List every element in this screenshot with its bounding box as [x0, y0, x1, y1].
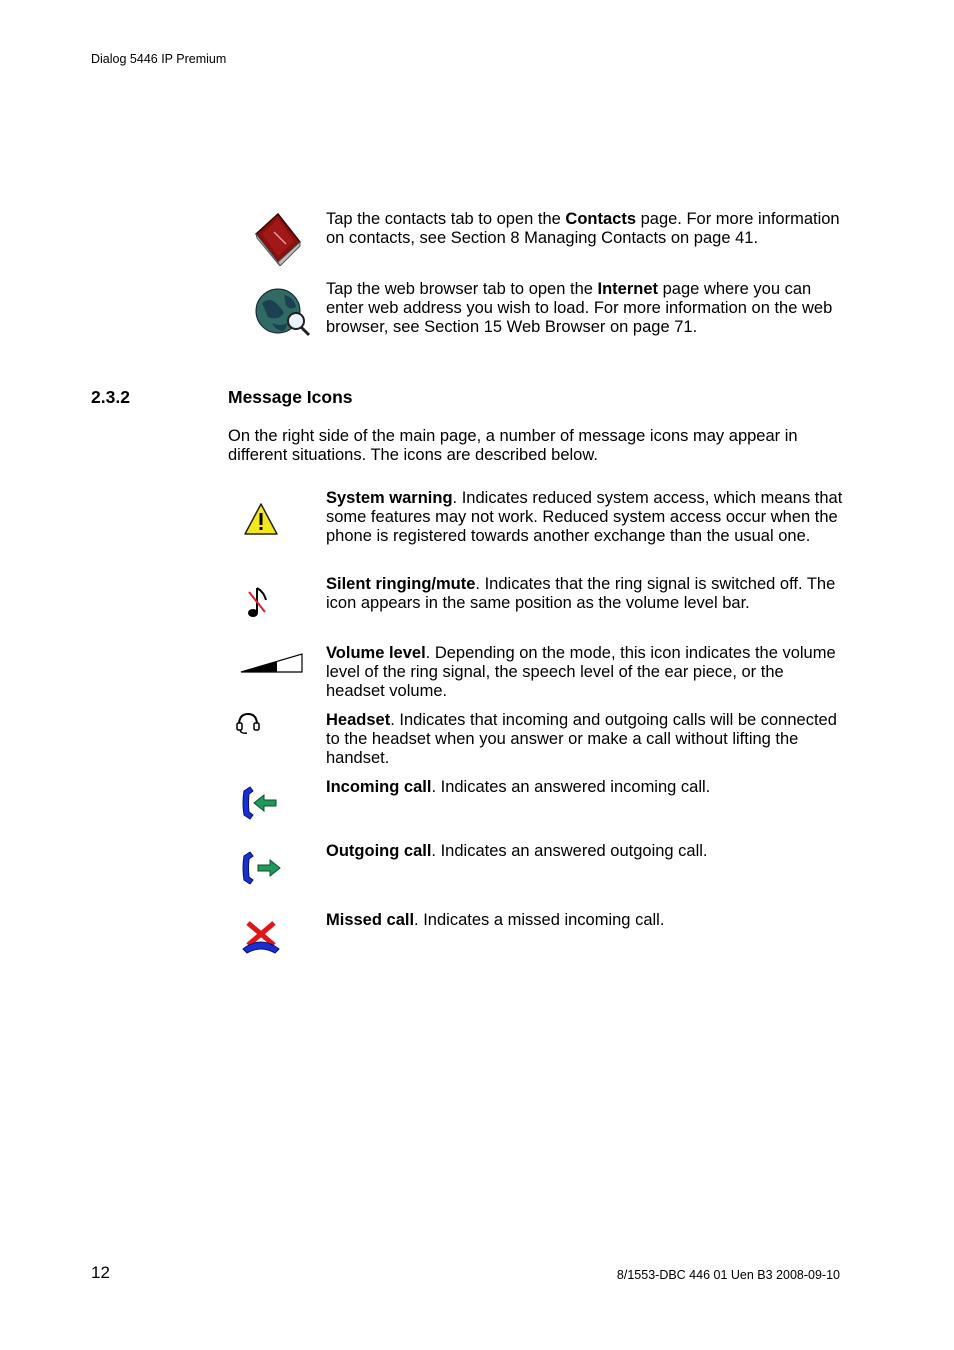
internet-desc-term: Internet [597, 280, 659, 298]
system-warning-description [326, 489, 846, 547]
running-header: Dialog 5446 IP Premium [91, 52, 227, 66]
incoming-call-description [326, 778, 846, 797]
missed-call-term: Missed call [326, 911, 415, 929]
missed-call-desc: . Indicates a missed incoming call. [414, 911, 665, 929]
outgoing-call-desc: . Indicates an answered outgoing call. [431, 842, 708, 860]
contacts-desc-term: Contacts [565, 210, 637, 228]
outgoing-call-description [326, 842, 846, 861]
page-number: 12 [91, 1263, 110, 1282]
silent-ringing-icon [244, 584, 270, 620]
volume-level-icon [239, 652, 305, 674]
incoming-call-term: Incoming call [326, 778, 432, 796]
section-title: Message Icons [228, 387, 353, 407]
contacts-tab-description [326, 210, 846, 248]
missed-call-description [326, 911, 846, 930]
headset-description [326, 711, 846, 769]
contacts-desc-pre: Tap the contacts tab to open the [326, 210, 566, 228]
contacts-desc-post: page. For more information on contacts, see Section 8 Managing Contacts on page 41. [326, 210, 840, 248]
internet-tab-description [326, 280, 846, 338]
system-warning-term: System warning [326, 489, 453, 507]
contacts-book-icon [252, 212, 302, 266]
incoming-call-desc: . Indicates an answered incoming call. [431, 778, 711, 796]
silent-ringing-description [326, 575, 846, 613]
silent-ringing-desc: . Indicates that the ring signal is switched off. The icon appears in the same position as the volume level bar. [326, 575, 836, 613]
silent-ringing-term: Silent ringing/mute [326, 575, 476, 593]
headset-icon [235, 711, 261, 735]
volume-level-desc: . Depending on the mode, this icon indicates the volume level of the ring signal, the speech level of the ear piece, or the headset volume. [326, 644, 836, 701]
document-reference: 8/1553-DBC 446 01 Uen B3 2008-09-10 [616, 1268, 840, 1282]
web-browser-globe-icon [254, 287, 312, 337]
warning-triangle-icon [243, 502, 279, 536]
volume-level-term: Volume level [326, 644, 426, 662]
missed-call-icon [240, 919, 282, 955]
system-warning-desc: . Indicates reduced system access, which means that some features may not work. Reduced system access occur when the phone is registered towards another exchange than the usual one. [326, 489, 843, 546]
volume-level-description [326, 644, 846, 702]
outgoing-call-term: Outgoing call [326, 842, 432, 860]
section-number: 2.3.2 [91, 387, 130, 407]
internet-desc-pre: Tap the web browser tab to open the [326, 280, 598, 298]
internet-desc-post: page where you can enter web address you wish to load. For more information on the web browser, see Section 15 Web Browser on page 71. [326, 280, 833, 337]
headset-desc: . Indicates that incoming and outgoing calls will be connected to the headset when you answer or make a call without lifting the handset. [326, 711, 837, 768]
section-intro: On the right side of the main page, a number of message icons may appear in different situations. The icons are described below. [228, 427, 798, 465]
incoming-call-icon [240, 783, 280, 823]
outgoing-call-icon [240, 848, 282, 888]
headset-term: Headset [326, 711, 391, 729]
